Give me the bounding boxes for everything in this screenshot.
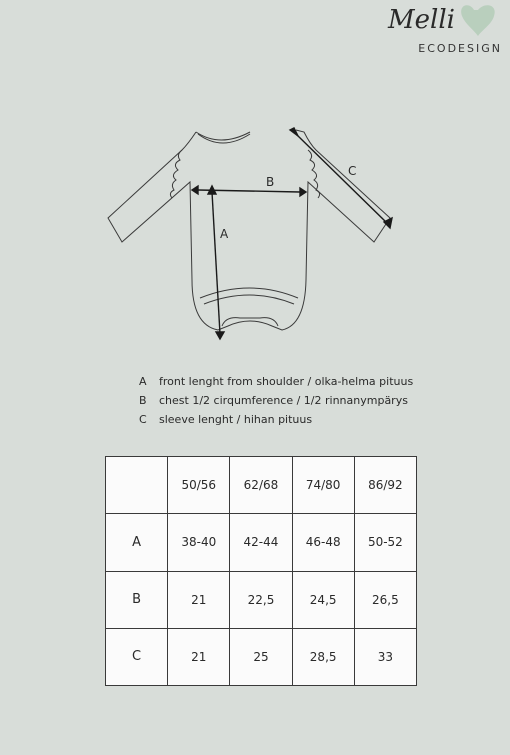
- legend-text: sleeve lenght / hihan pituus: [159, 413, 313, 426]
- legend-row-a: [139, 372, 413, 391]
- heart-icon: [461, 5, 495, 36]
- table-cell: 33: [354, 628, 416, 685]
- size-header: 62/68: [230, 457, 292, 514]
- arrow-a: [212, 192, 220, 334]
- table-cell: 28,5: [292, 628, 354, 685]
- table-corner-cell: [106, 457, 168, 514]
- arrow-c: [296, 134, 388, 224]
- label-a: A: [220, 227, 229, 241]
- table-cell: 25: [230, 628, 292, 685]
- table-cell: 26,5: [354, 571, 416, 628]
- row-label: B: [106, 571, 168, 628]
- label-c: C: [348, 164, 357, 178]
- legend-text: front lenght from shoulder / olka-helma pituus: [159, 375, 414, 388]
- size-table: [105, 456, 417, 686]
- size-header: 50/56: [168, 457, 230, 514]
- table-cell: 38-40: [168, 514, 230, 571]
- size-header: 74/80: [292, 457, 354, 514]
- legend-key: A: [139, 375, 147, 388]
- bodysuit-outline: [108, 130, 390, 330]
- legend-key: B: [139, 394, 147, 407]
- brand-name: ECODESIGN: [418, 42, 502, 55]
- size-header: 86/92: [354, 457, 416, 514]
- row-label: C: [106, 628, 168, 685]
- legend-key: C: [139, 413, 147, 426]
- legend-text: chest 1/2 cirqumference / 1/2 rinnanympärys: [159, 394, 408, 407]
- table-cell: 50-52: [354, 514, 416, 571]
- measurement-legend: [139, 372, 413, 429]
- table-cell: 24,5: [292, 571, 354, 628]
- table-cell: 42-44: [230, 514, 292, 571]
- right-ruffle: [308, 150, 320, 198]
- table-header-row: [106, 457, 417, 514]
- table-cell: 22,5: [230, 571, 292, 628]
- legend-row-b: [139, 391, 413, 410]
- row-label: A: [106, 514, 168, 571]
- table-cell: 46-48: [292, 514, 354, 571]
- table-row: [106, 514, 417, 571]
- label-b: B: [266, 175, 275, 189]
- table-cell: 21: [168, 571, 230, 628]
- table-row: [106, 571, 417, 628]
- table-row: [106, 628, 417, 685]
- bodysuit-diagram: [100, 120, 400, 350]
- table-cell: 21: [168, 628, 230, 685]
- brand-script-lettering: Melli: [388, 5, 455, 35]
- legend-row-c: [139, 410, 413, 429]
